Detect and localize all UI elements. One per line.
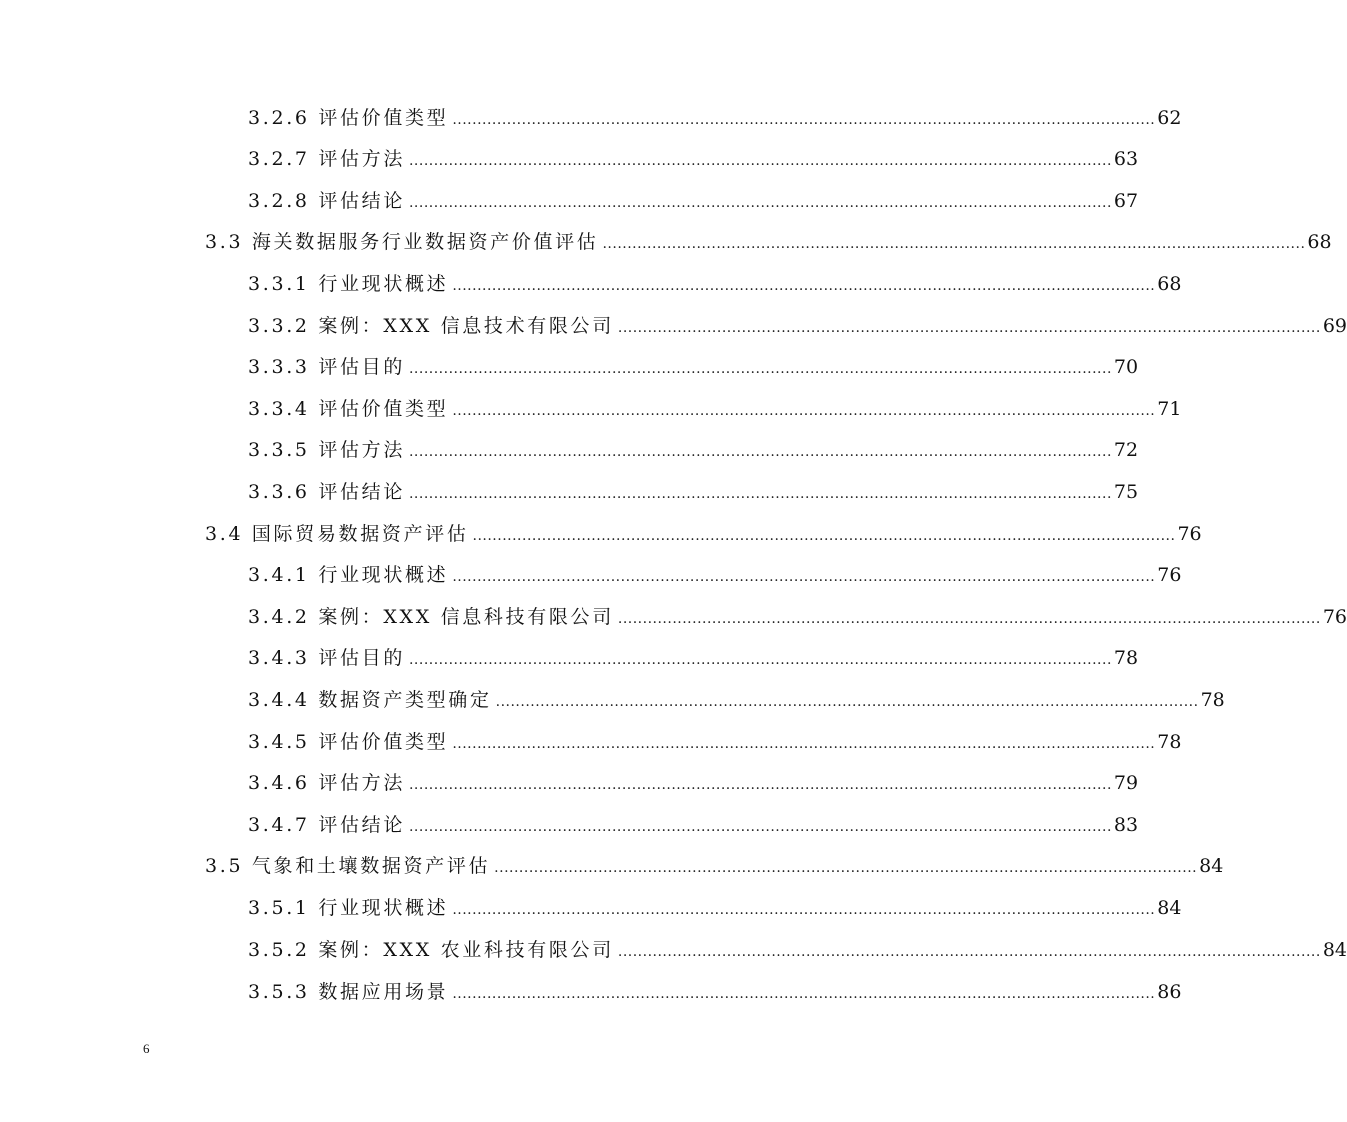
toc-entry-title: 3.4.7 评估结论 bbox=[248, 814, 405, 836]
toc-entry-page: 67 bbox=[1113, 190, 1139, 212]
toc-dot-leader: .............................................................................................................................................. bbox=[408, 153, 1112, 169]
toc-dot-leader: .............................................................................................................................................. bbox=[617, 944, 1321, 960]
toc-entry[interactable] bbox=[248, 685, 1225, 715]
toc-entry-title: 3.3.5 评估方法 bbox=[248, 439, 405, 461]
toc-entry-page: 69 bbox=[1322, 315, 1347, 337]
toc-entry-title: 3.3.1 行业现状概述 bbox=[248, 273, 449, 295]
toc-entry-title: 3.4.6 评估方法 bbox=[248, 772, 405, 794]
toc-entry-page: 62 bbox=[1157, 107, 1182, 129]
toc-entry[interactable] bbox=[248, 810, 1139, 840]
toc-entry[interactable] bbox=[248, 394, 1182, 424]
toc-dot-leader: .............................................................................................................................................. bbox=[494, 860, 1198, 876]
toc-entry-page: 63 bbox=[1113, 148, 1139, 170]
toc-entry-title: 3.3.2 案例：XXX 信息技术有限公司 bbox=[248, 315, 614, 337]
toc-entry-title: 3.3 海关数据服务行业数据资产价值评估 bbox=[205, 231, 599, 253]
toc-dot-leader: .............................................................................................................................................. bbox=[495, 694, 1199, 710]
toc-entry-title: 3.4.4 数据资产类型确定 bbox=[248, 689, 492, 711]
toc-dot-leader: .............................................................................................................................................. bbox=[408, 777, 1112, 793]
toc-entry-page: 76 bbox=[1322, 606, 1347, 628]
toc-entry-page: 84 bbox=[1157, 897, 1182, 919]
toc-dot-leader: .............................................................................................................................................. bbox=[617, 611, 1321, 627]
toc-entry-title: 3.3.4 评估价值类型 bbox=[248, 398, 449, 420]
toc-entry-page: 78 bbox=[1113, 647, 1139, 669]
toc-entry-title: 3.2.6 评估价值类型 bbox=[248, 107, 449, 129]
toc-entry-page: 79 bbox=[1113, 772, 1139, 794]
toc-dot-leader: .............................................................................................................................................. bbox=[408, 819, 1112, 835]
toc-entry-page: 71 bbox=[1157, 398, 1182, 420]
toc-entry-page: 76 bbox=[1177, 523, 1202, 545]
toc-entry-page: 78 bbox=[1200, 689, 1225, 711]
toc-entry-title: 3.4.5 评估价值类型 bbox=[248, 731, 449, 753]
toc-entry[interactable] bbox=[205, 519, 1202, 549]
toc-entry[interactable] bbox=[248, 352, 1139, 382]
toc-entry-page: 68 bbox=[1157, 273, 1182, 295]
toc-entry-page: 70 bbox=[1113, 356, 1139, 378]
toc-dot-leader: .............................................................................................................................................. bbox=[452, 569, 1156, 585]
toc-entry-title: 3.4.1 行业现状概述 bbox=[248, 564, 449, 586]
toc-entry[interactable] bbox=[248, 893, 1182, 923]
toc-entry-title: 3.5.2 案例：XXX 农业科技有限公司 bbox=[248, 939, 614, 961]
toc-entry-page: 86 bbox=[1157, 981, 1182, 1003]
toc-entry[interactable] bbox=[248, 144, 1139, 174]
toc-entry[interactable] bbox=[248, 269, 1182, 299]
toc-entry[interactable] bbox=[248, 977, 1182, 1007]
toc-entry-page: 72 bbox=[1113, 439, 1139, 461]
toc-entry[interactable] bbox=[248, 311, 1347, 341]
toc-entry-title: 3.2.7 评估方法 bbox=[248, 148, 405, 170]
toc-entry-title: 3.4.2 案例：XXX 信息科技有限公司 bbox=[248, 606, 614, 628]
toc-entry-title: 3.4 国际贸易数据资产评估 bbox=[205, 523, 469, 545]
toc-dot-leader: .............................................................................................................................................. bbox=[408, 361, 1112, 377]
toc-entry[interactable] bbox=[248, 727, 1182, 757]
toc-entry-page: 68 bbox=[1307, 231, 1332, 253]
toc-entry-title: 3.5 气象和土壤数据资产评估 bbox=[205, 855, 491, 877]
toc-dot-leader: .............................................................................................................................................. bbox=[452, 736, 1156, 752]
toc-dot-leader: .............................................................................................................................................. bbox=[452, 112, 1156, 128]
toc-entry[interactable] bbox=[248, 435, 1139, 465]
toc-entry-page: 84 bbox=[1199, 855, 1224, 877]
toc-entry-title: 3.5.3 数据应用场景 bbox=[248, 981, 449, 1003]
toc-dot-leader: .............................................................................................................................................. bbox=[452, 986, 1156, 1002]
toc-dot-leader: .............................................................................................................................................. bbox=[452, 902, 1156, 918]
toc-entry-title: 3.4.3 评估目的 bbox=[248, 647, 405, 669]
toc-entry[interactable] bbox=[248, 768, 1139, 798]
toc-entry-title: 3.3.3 评估目的 bbox=[248, 356, 405, 378]
toc-dot-leader: .............................................................................................................................................. bbox=[408, 444, 1112, 460]
toc-dot-leader: .............................................................................................................................................. bbox=[602, 236, 1306, 252]
toc-entry-page: 75 bbox=[1113, 481, 1139, 503]
page-number: 6 bbox=[143, 1041, 150, 1056]
toc-entry-page: 78 bbox=[1157, 731, 1182, 753]
toc-entry-page: 76 bbox=[1157, 564, 1182, 586]
toc-entry[interactable] bbox=[205, 227, 1332, 257]
toc-entry-title: 3.3.6 评估结论 bbox=[248, 481, 405, 503]
toc-entry[interactable] bbox=[248, 935, 1347, 965]
toc-entry[interactable] bbox=[248, 186, 1139, 216]
toc-entry-page: 83 bbox=[1113, 814, 1139, 836]
toc-entry[interactable] bbox=[248, 643, 1139, 673]
toc-entry[interactable] bbox=[248, 477, 1139, 507]
toc-entry[interactable] bbox=[205, 851, 1224, 881]
toc-entry-title: 3.5.1 行业现状概述 bbox=[248, 897, 449, 919]
toc-dot-leader: .............................................................................................................................................. bbox=[617, 320, 1321, 336]
toc-dot-leader: .............................................................................................................................................. bbox=[472, 528, 1176, 544]
toc-dot-leader: .............................................................................................................................................. bbox=[408, 486, 1112, 502]
toc-dot-leader: .............................................................................................................................................. bbox=[452, 403, 1156, 419]
toc-dot-leader: .............................................................................................................................................. bbox=[408, 195, 1112, 211]
toc-dot-leader: .............................................................................................................................................. bbox=[408, 652, 1112, 668]
toc-entry[interactable] bbox=[248, 103, 1182, 133]
toc-entry-title: 3.2.8 评估结论 bbox=[248, 190, 405, 212]
toc-dot-leader: .............................................................................................................................................. bbox=[452, 278, 1156, 294]
toc-entry-page: 84 bbox=[1322, 939, 1347, 961]
toc-entry[interactable] bbox=[248, 560, 1182, 590]
toc-entry[interactable] bbox=[248, 602, 1347, 632]
